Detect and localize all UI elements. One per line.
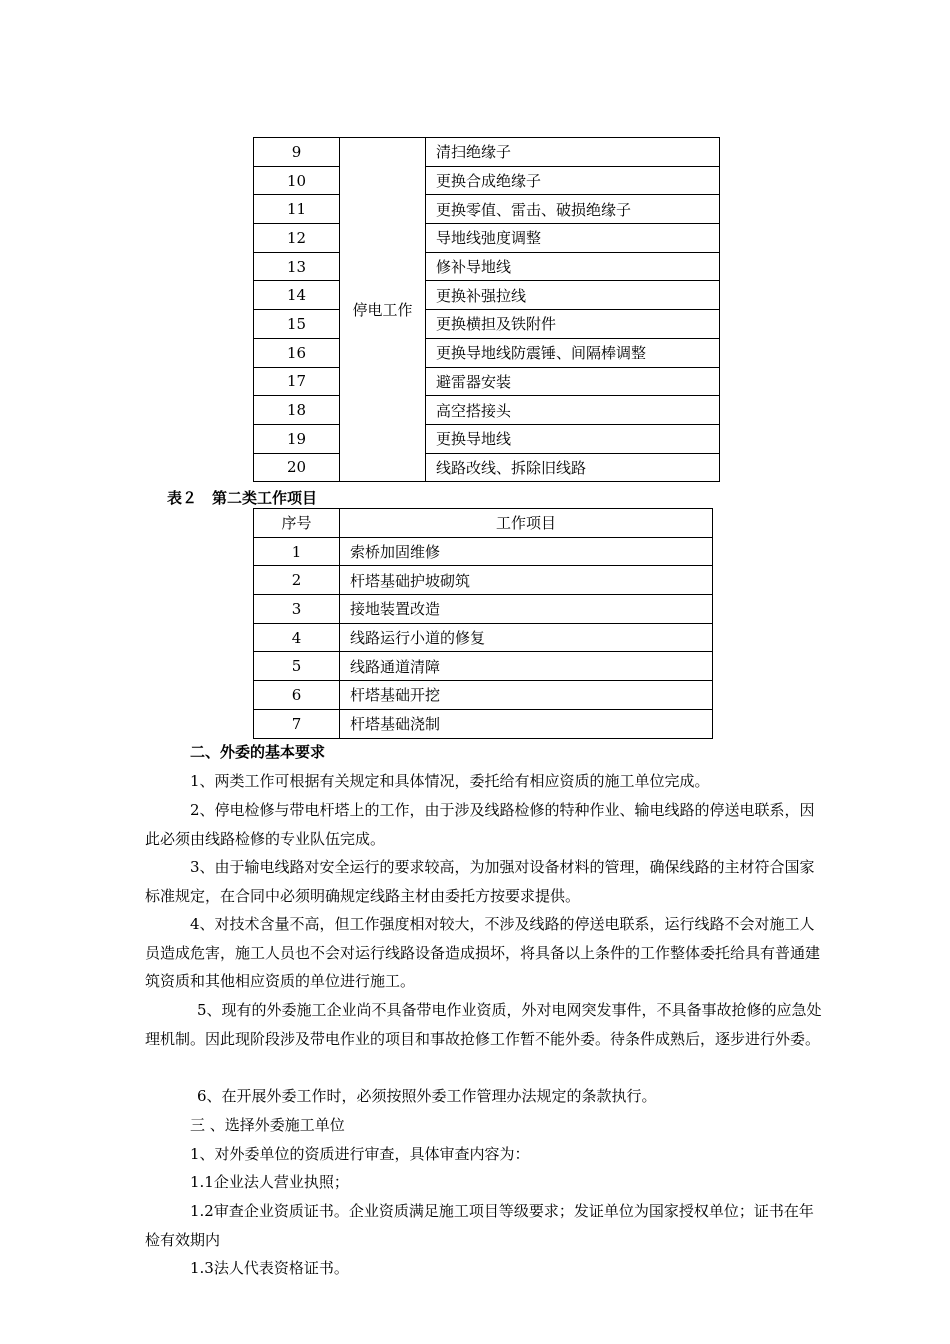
row-number: 17: [254, 367, 340, 396]
row-number: 9: [254, 138, 340, 167]
table-row: [254, 224, 720, 253]
paragraph-4: 4、对技术含量不高，但工作强度相对较大，不涉及线路的停送电联系，运行线路不会对施工人员造成危害，施工人员也不会对运行线路设备造成损坏，将具备以上条件的工作整体委托给具有普通建筑资质和其他相应资质的单位进行施工。: [145, 915, 821, 991]
header-serial: 序号: [254, 509, 340, 538]
table2-caption: 表２ 第二类工作项目: [167, 489, 318, 507]
work-item-cell: 更换横担及铁附件: [426, 310, 720, 339]
work-item-cell: 修补导地线: [426, 252, 720, 281]
row-number: 5: [254, 652, 340, 681]
row-number: 18: [254, 396, 340, 425]
paragraph-3: 3、由于输电线路对安全运行的要求较高，为加强对设备材料的管理，确保线路的主材符合国家标准规定，在合同中必须明确规定线路主材由委托方按要求提供。: [145, 858, 815, 905]
work-item-cell: 线路运行小道的修复: [340, 623, 713, 652]
table-row: [254, 281, 720, 310]
table-row: [254, 396, 720, 425]
table-row: [254, 652, 713, 681]
work-item-cell: 接地装置改造: [340, 595, 713, 624]
row-number: 6: [254, 681, 340, 710]
paragraph-6: 6、在开展外委工作时，必须按照外委工作管理办法规定的条款执行。: [197, 1087, 657, 1105]
row-number: 10: [254, 166, 340, 195]
section-heading-3: 三 、选择外委施工单位: [190, 1116, 345, 1134]
row-number: 4: [254, 623, 340, 652]
work-item-cell: 清扫绝缘子: [426, 138, 720, 167]
work-item-cell: 导地线弛度调整: [426, 224, 720, 253]
work-item-cell: 线路通道清障: [340, 652, 713, 681]
table-header-row: [254, 509, 713, 538]
work-item-cell: 更换导地线: [426, 424, 720, 453]
row-number: 15: [254, 310, 340, 339]
table-row: [254, 537, 713, 566]
paragraph-8: 1.1企业法人营业执照；: [190, 1173, 349, 1191]
table-type2: [253, 508, 713, 739]
paragraph-7: 1、对外委单位的资质进行审查，具体审查内容为：: [190, 1145, 530, 1163]
row-number: 7: [254, 709, 340, 738]
work-item-cell: 杆塔基础浇制: [340, 709, 713, 738]
table-row: [254, 138, 720, 167]
work-item-cell: 杆塔基础开挖: [340, 681, 713, 710]
work-item-cell: 高空搭接头: [426, 396, 720, 425]
paragraph-1: 1、两类工作可根据有关规定和具体情况，委托给有相应资质的施工单位完成。: [190, 772, 710, 790]
work-item-cell: 更换补强拉线: [426, 281, 720, 310]
row-number: 2: [254, 566, 340, 595]
paragraph-10: 1.3法人代表资格证书。: [190, 1259, 349, 1277]
table-row: [254, 166, 720, 195]
paragraph-9: 1.2审查企业资质证书。企业资质满足施工项目等级要求；发证单位为国家授权单位；证书在年检有效期内: [145, 1202, 814, 1249]
table-row: [254, 681, 713, 710]
paragraph-2: 2、停电检修与带电杆塔上的工作，由于涉及线路检修的特种作业、输电线路的停送电联系，因此必须由线路检修的专业队伍完成。: [145, 801, 815, 848]
row-number: 20: [254, 453, 340, 482]
row-number: 16: [254, 338, 340, 367]
section-heading-2: 二、外委的基本要求: [190, 743, 326, 761]
table-row: [254, 453, 720, 482]
paragraph-5: 5、现有的外委施工企业尚不具备带电作业资质，外对电网突发事件，不具备事故抢修的应急处理机制。因此现阶段涉及带电作业的项目和事故抢修工作暂不能外委。待条件成熟后，逐步进行外委。: [145, 1001, 822, 1048]
work-item-cell: 避雷器安装: [426, 367, 720, 396]
row-number: 3: [254, 595, 340, 624]
table-row: [254, 310, 720, 339]
row-number: 14: [254, 281, 340, 310]
table-row: [254, 566, 713, 595]
table-row: [254, 252, 720, 281]
table-row: [254, 709, 713, 738]
table-row: [254, 367, 720, 396]
work-item-cell: 更换合成绝缘子: [426, 166, 720, 195]
row-number: 13: [254, 252, 340, 281]
category-cell: 停电工作: [340, 138, 426, 482]
work-item-cell: 杆塔基础护坡砌筑: [340, 566, 713, 595]
work-item-cell: 线路改线、拆除旧线路: [426, 453, 720, 482]
table-row: [254, 623, 713, 652]
table-type1-continued: [253, 137, 720, 482]
row-number: 1: [254, 537, 340, 566]
work-item-cell: 更换零值、雷击、破损绝缘子: [426, 195, 720, 224]
row-number: 12: [254, 224, 340, 253]
work-item-cell: 索桥加固维修: [340, 537, 713, 566]
table-row: [254, 424, 720, 453]
header-work-item: 工作项目: [340, 509, 713, 538]
table-row: [254, 195, 720, 224]
work-item-cell: 更换导地线防震锤、间隔棒调整: [426, 338, 720, 367]
table-row: [254, 338, 720, 367]
row-number: 19: [254, 424, 340, 453]
table-row: [254, 595, 713, 624]
row-number: 11: [254, 195, 340, 224]
